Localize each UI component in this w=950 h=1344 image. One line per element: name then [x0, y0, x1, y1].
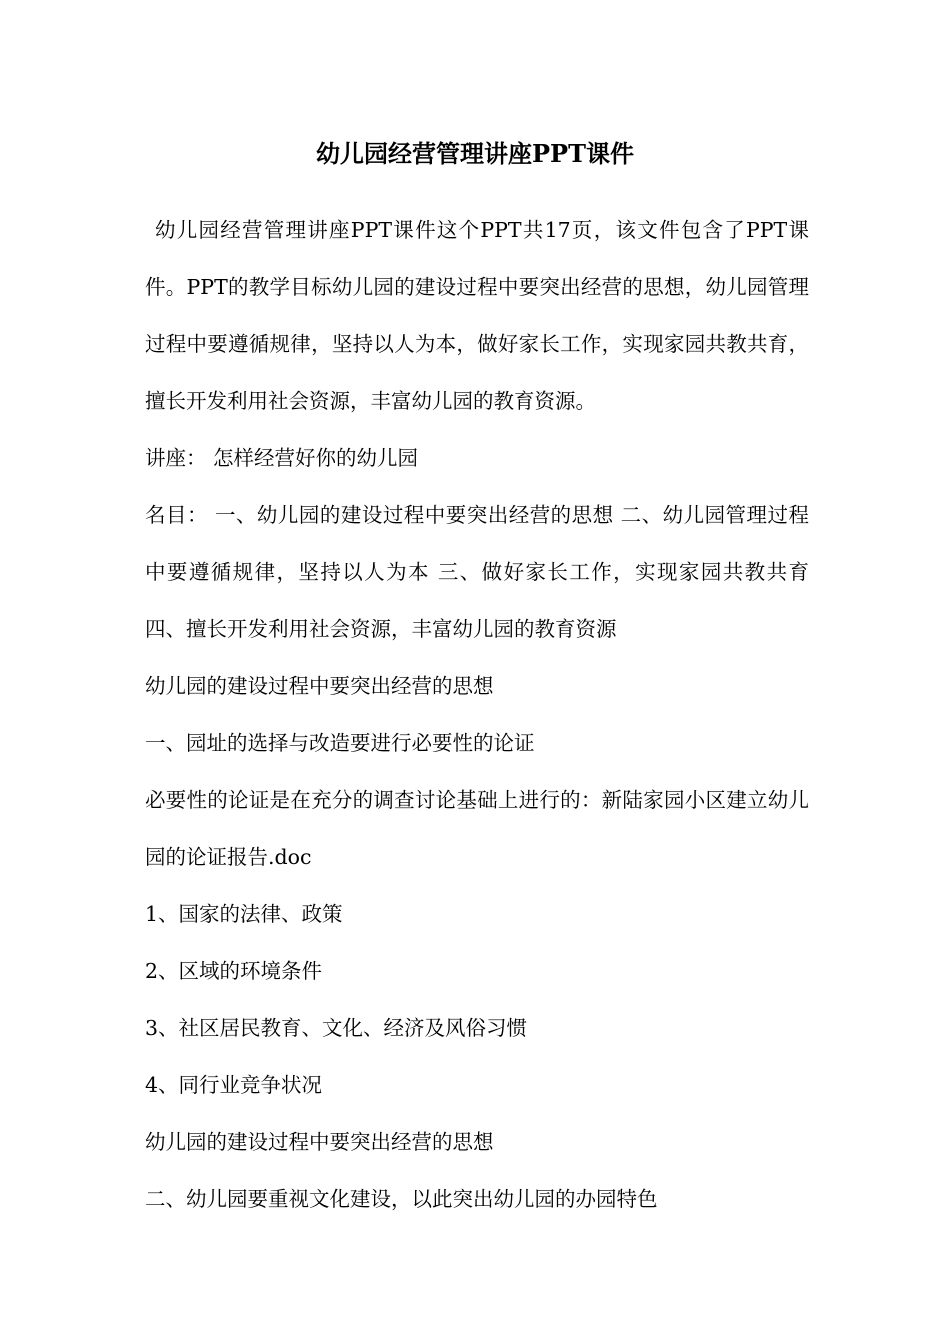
document-title: 幼儿园经营管理讲座PPT课件	[316, 139, 634, 168]
subsection-heading: 二、幼儿园要重视文化建设，以此突出幼儿园的办园特色	[145, 1187, 658, 1211]
lecture-line: 讲座： 怎样经营好你的幼儿园	[145, 446, 419, 470]
body-paragraph: 必要性的论证是在充分的调查讨论基础上进行的：新陆家园小区建立幼儿园的论证报告.doc	[145, 788, 809, 869]
intro-paragraph: 幼儿园经营管理讲座PPT课件这个PPT共17页，该文件包含了PPT课件。PPT的教学目标幼儿园的建设过程中要突出经营的思想，幼儿园管理过程中要遵循规律，坚持以人为本，做好家长工作，实现家园共教共育，擅长开发利用社会资源，丰富幼儿园的教育资源。	[145, 218, 809, 413]
list-item: 1、国家的法律、政策	[145, 902, 343, 926]
list-item: 4、同行业竞争状况	[145, 1073, 323, 1097]
subsection-heading: 一、园址的选择与改造要进行必要性的论证	[145, 731, 535, 755]
list-item: 3、社区居民教育、文化、经济及风俗习惯	[145, 1016, 528, 1040]
list-item: 2、区域的环境条件	[145, 959, 323, 983]
contents-paragraph: 名目： 一、幼儿园的建设过程中要突出经营的思想 二、幼儿园管理过程中要遵循规律，坚持以人为本 三、做好家长工作，实现家园共教共育 四、擅长开发利用社会资源，丰富幼儿园的教育资源	[145, 503, 809, 641]
document-body	[145, 202, 809, 1228]
section-heading: 幼儿园的建设过程中要突出经营的思想	[145, 1130, 494, 1154]
section-heading: 幼儿园的建设过程中要突出经营的思想	[145, 674, 494, 698]
